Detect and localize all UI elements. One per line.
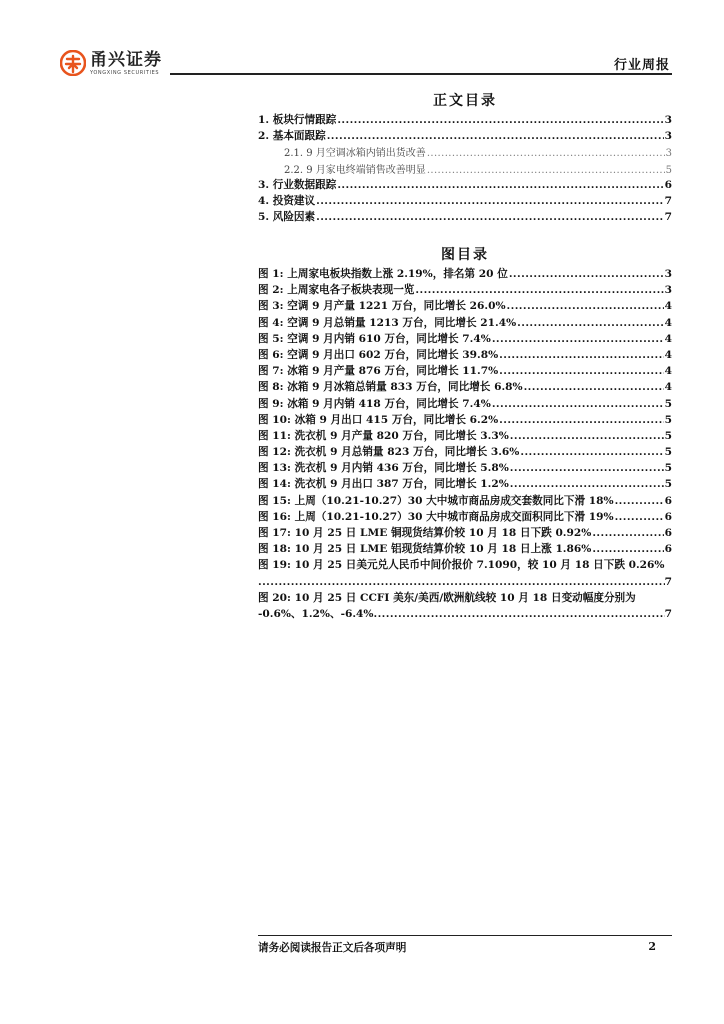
dot-leader [615, 495, 664, 507]
figure-entry[interactable] [258, 541, 672, 557]
figure-entry-page: 4 [664, 316, 672, 329]
figure-entry-title: 图 17: 10 月 25 日 LME 铜现货结算价较 10 月 18 日下跌 0.92% [258, 527, 592, 539]
figure-entry-page: 4 [664, 365, 672, 378]
figure-entry[interactable] [258, 412, 672, 428]
dot-leader [592, 543, 663, 555]
toc-entry-title: 2. 基本面跟踪 [258, 130, 326, 143]
figure-entry-page: 3 [664, 268, 672, 280]
figure-entry[interactable] [258, 331, 672, 347]
figure-entry-page: 4 [664, 348, 672, 361]
figure-entry-title: 图 16: 上周（10.21-10.27）30 大中城市商品房成交面积同比下滑 19% [258, 510, 614, 523]
figure-entry[interactable] [258, 298, 672, 314]
toc-entry-title: 4. 投资建议 [258, 194, 316, 207]
figure-entry-title: 图 7: 冰箱 9 月产量 876 万台，同比增长 11.7% [258, 365, 499, 378]
dot-leader [427, 165, 665, 176]
dot-leader [520, 446, 663, 458]
figure-entry-page: 4 [664, 300, 672, 313]
figure-entry-title: 图 10: 冰箱 9 月出口 415 万台，同比增长 6.2% [258, 413, 499, 426]
company-logo [60, 48, 162, 78]
figure-entry[interactable] [258, 347, 672, 363]
report-type-label: 行业周报 [613, 58, 670, 73]
toc-entry-page: 7 [664, 211, 672, 224]
figure-entry-title: 图 19: 10 月 25 日美元兑人民币中间价报价 7.1090，较 10 月 18 日下跌 0.26% [258, 559, 665, 572]
header-divider [170, 73, 672, 75]
figure-entry-title: 图 6: 空调 9 月出口 602 万台，同比增长 39.8% [258, 348, 499, 361]
figure-entry-title: 图 12: 洗衣机 9 月总销量 823 万台，同比增长 3.6% [258, 446, 520, 459]
toc-entry[interactable] [258, 112, 672, 128]
dot-leader [492, 333, 664, 345]
figure-entry-page: 5 [664, 446, 672, 459]
toc-entry-page: 7 [664, 194, 672, 207]
figure-entry-page: 6 [664, 543, 672, 556]
figure-entry-title: 图 3: 空调 9 月产量 1221 万台，同比增长 26.0% [258, 300, 506, 313]
dot-leader [427, 148, 665, 159]
toc-entry-page: 5 [665, 164, 672, 176]
footer-divider [258, 935, 672, 936]
yongxing-logo-icon [60, 50, 86, 76]
dot-leader [499, 414, 663, 426]
toc-entry-page: 3 [664, 130, 672, 143]
figure-entry-title: 图 1: 上周家电板块指数上涨 2.19%，排名第 20 位 [258, 268, 508, 280]
toc-title: 正文目录 [433, 93, 497, 109]
figure-entry-page: 5 [664, 462, 672, 475]
figure-entry-title: 图 9: 冰箱 9 月内销 418 万台，同比增长 7.4% [258, 397, 491, 410]
dot-leader [499, 349, 663, 361]
figure-entry-continuation [258, 574, 672, 590]
figure-entry-title: 图 13: 洗衣机 9 月内销 436 万台，同比增长 5.8% [258, 462, 509, 475]
figure-entry-page: 5 [664, 413, 672, 426]
toc-entry[interactable] [258, 193, 672, 209]
figure-entry-page: 4 [664, 332, 672, 345]
figure-list-title: 图目录 [441, 247, 489, 263]
figure-list [258, 266, 672, 622]
dot-leader [509, 268, 664, 280]
figure-entry-page: 6 [664, 494, 672, 507]
toc-entry-title: 2.2. 9 月家电终端销售改善明显 [284, 164, 426, 176]
toc-entry[interactable] [258, 177, 672, 193]
dot-leader [510, 430, 664, 442]
toc-entry-title: 5. 风险因素 [258, 211, 316, 224]
figure-entry[interactable] [258, 444, 672, 460]
toc-entry[interactable] [258, 144, 672, 160]
figure-entry[interactable] [258, 282, 672, 298]
dot-leader [415, 284, 663, 296]
figure-entry-title: 图 11: 洗衣机 9 月产量 820 万台，同比增长 3.3% [258, 429, 509, 442]
figure-entry[interactable] [258, 428, 672, 444]
dot-leader [258, 574, 665, 590]
logo-english-name: YONGXING SECURITIES [90, 69, 160, 76]
figure-entry-page: 3 [664, 284, 672, 297]
toc-entry-page: 6 [664, 178, 672, 191]
figure-entry[interactable] [258, 379, 672, 395]
figure-entry-page: 6 [664, 527, 672, 539]
dot-leader [316, 195, 664, 207]
figure-entry[interactable] [258, 476, 672, 492]
toc-entry-page: 3 [665, 148, 672, 160]
figure-entry[interactable] [258, 396, 672, 412]
footer-disclaimer: 请务必阅读报告正文后各项声明 [258, 942, 407, 954]
figure-entry-title: 图 15: 上周（10.21-10.27）30 大中城市商品房成交套数同比下滑 18% [258, 494, 614, 507]
dot-leader [517, 317, 663, 329]
figure-entry[interactable] [258, 590, 672, 622]
toc-entry-title: 3. 行业数据跟踪 [258, 178, 337, 191]
figure-entry-title: 图 2: 上周家电各子板块表现一览 [258, 284, 415, 297]
figure-entry-page: 5 [664, 397, 672, 410]
figure-entry-title: 图 20: 10 月 25 日 CCFI 美东/美西/欧洲航线较 10 月 18 日变动幅度分别为 [258, 591, 636, 604]
toc-entry[interactable] [258, 128, 672, 144]
figure-entry[interactable] [258, 493, 672, 509]
dot-leader [373, 606, 664, 622]
figure-entry[interactable] [258, 266, 672, 282]
figure-entry[interactable] [258, 315, 672, 331]
page-number: 2 [648, 940, 656, 953]
figure-entry-title-cont: -0.6%、1.2%、-6.4% [258, 607, 374, 620]
dot-leader [507, 300, 664, 312]
dot-leader [592, 527, 663, 539]
dot-leader [615, 511, 664, 523]
logo-chinese-name: 甬兴证券 [90, 49, 162, 70]
dot-leader [499, 365, 663, 377]
dot-leader [492, 398, 664, 410]
dot-leader [327, 130, 664, 142]
dot-leader [337, 179, 663, 191]
figure-entry-page: 4 [664, 381, 672, 394]
figure-entry-page: 7 [664, 575, 672, 588]
figure-entry-page: 5 [664, 478, 672, 491]
figure-entry-continuation [258, 606, 672, 622]
toc-entry-title: 2.1. 9 月空调冰箱内销出货改善 [284, 148, 426, 160]
dot-leader [316, 211, 664, 223]
figure-entry-page: 7 [664, 607, 672, 620]
figure-entry[interactable] [258, 525, 672, 541]
toc-entry-page: 3 [664, 114, 672, 126]
figure-entry[interactable] [258, 460, 672, 476]
figure-entry[interactable] [258, 557, 672, 589]
toc-list [258, 112, 672, 225]
dot-leader [510, 462, 664, 474]
dot-leader [510, 478, 664, 490]
figure-entry-page: 5 [664, 429, 672, 442]
figure-entry-title: 图 18: 10 月 25 日 LME 铝现货结算价较 10 月 18 日上涨 1.86% [258, 543, 592, 556]
figure-entry-title: 图 4: 空调 9 月总销量 1213 万台，同比增长 21.4% [258, 316, 517, 329]
toc-entry[interactable] [258, 209, 672, 225]
dot-leader [337, 114, 663, 126]
toc-entry[interactable] [258, 161, 672, 177]
figure-entry-page: 6 [664, 510, 672, 523]
figure-entry-title: 图 5: 空调 9 月内销 610 万台，同比增长 7.4% [258, 332, 491, 345]
dot-leader [524, 381, 664, 393]
toc-entry-title: 1. 板块行情跟踪 [258, 114, 337, 126]
figure-entry-title: 图 14: 洗衣机 9 月出口 387 万台，同比增长 1.2% [258, 478, 509, 491]
figure-entry[interactable] [258, 509, 672, 525]
figure-entry-title: 图 8: 冰箱 9 月冰箱总销量 833 万台，同比增长 6.8% [258, 381, 523, 394]
figure-entry[interactable] [258, 363, 672, 379]
